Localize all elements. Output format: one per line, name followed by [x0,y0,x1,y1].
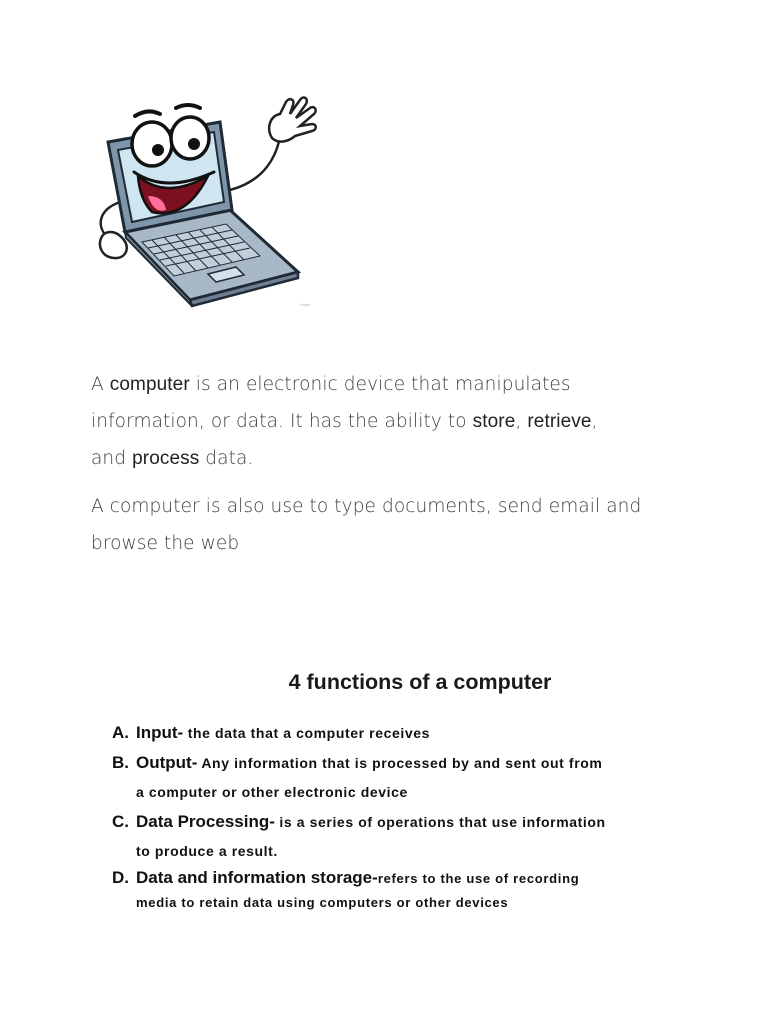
keyword-store: store [472,411,516,432]
text-run: , [591,411,598,432]
mascot-left-hand [100,232,127,258]
function-description: is a series of operations that use information [274,814,606,830]
intro-paragraph-definition [91,366,691,477]
list-marker: C. [112,812,129,831]
list-marker: B. [112,753,129,772]
function-description: the data that a computer receives [183,725,431,741]
text-run: browse the web [91,533,240,554]
mascot-right-eye [171,117,209,159]
keyword-computer: computer [109,374,190,395]
function-term: Output- [136,753,198,772]
list-marker: D. [112,868,129,887]
text-run: , [515,411,528,432]
function-item-output [112,748,712,807]
mascot-right-hand [269,97,316,141]
function-term: Data and information storage- [136,868,378,887]
function-item-data-processing [112,807,712,866]
mascot-left-eye [132,122,172,166]
list-marker: A. [112,723,129,742]
illustration-credit: clipart [300,302,311,307]
function-description: refers to the use of recording [377,871,580,886]
function-description-continued: media to retain data using computers or other devices [136,895,509,910]
keyword-retrieve: retrieve [527,411,592,432]
text-run: is an electronic device that manipulates [189,374,571,395]
laptop-mascot-illustration [90,92,330,312]
text-run: data. [199,448,254,469]
intro-paragraph-uses [91,488,691,562]
mascot-right-arm [230,137,280,190]
function-item-data-storage [112,866,712,915]
keyword-process: process [132,448,200,469]
function-item-input [112,718,712,748]
function-description-continued: to produce a result. [136,843,278,859]
function-term: Input- [136,723,184,742]
functions-list [112,718,712,915]
text-run: A computer is also use to type documents, send email and [91,496,642,517]
function-description: Any information that is processed by and sent out from [197,755,603,771]
function-description-continued: a computer or other electronic device [136,784,408,800]
text-run: A [91,374,110,395]
text-run: information, or data. It has the ability to [91,411,473,432]
function-term: Data Processing- [136,812,275,831]
text-run: and [91,448,133,469]
functions-section-title: 4 functions of a computer [288,670,552,694]
